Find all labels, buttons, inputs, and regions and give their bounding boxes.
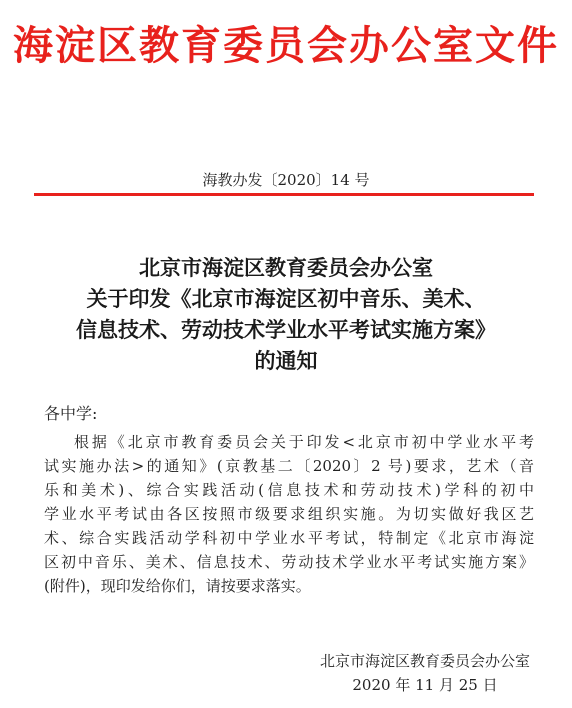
signature-block [320, 649, 530, 697]
body-line: 学业水平考试由各区按照市级要求组织实施。为切实做好我区艺 [44, 505, 534, 523]
document-title [0, 252, 572, 376]
body-line: 区初中音乐、美术、信息技术、劳动技术学业水平考试实施方案》 [44, 553, 534, 571]
body-line: 根据《北京市教育委员会关于印发<北京市初中学业水平考 [74, 433, 534, 451]
signature-date: 2020 年 11 月 25 日 [352, 676, 498, 694]
salutation: 各中学: [44, 404, 98, 423]
body-paragraph [44, 430, 534, 598]
document-header-title: 海淀区教育委员会办公室文件 [13, 22, 559, 69]
body-line: 乐和美术)、综合实践活动(信息技术和劳动技术)学科的初中 [44, 481, 534, 499]
document-number: 海教办发〔2020〕14 号 [202, 171, 370, 189]
body-line: (附件)，现印发给你们，请按要求落实。 [44, 577, 311, 595]
document-title-line: 北京市海淀区教育委员会办公室 [139, 255, 433, 280]
red-divider-line [34, 193, 534, 196]
body-line: 试实施办法>的通知》(京教基二〔2020〕2 号)要求，艺术（音 [44, 457, 534, 475]
document-title-line: 信息技术、劳动技术学业水平考试实施方案》 [76, 317, 496, 342]
document-title-line: 关于印发《北京市海淀区初中音乐、美术、 [86, 286, 486, 311]
body-line: 术、综合实践活动学科初中学业水平考试，特制定《北京市海淀 [44, 529, 534, 547]
signature-org: 北京市海淀区教育委员会办公室 [319, 652, 530, 670]
document-title-line: 的通知 [254, 348, 318, 373]
